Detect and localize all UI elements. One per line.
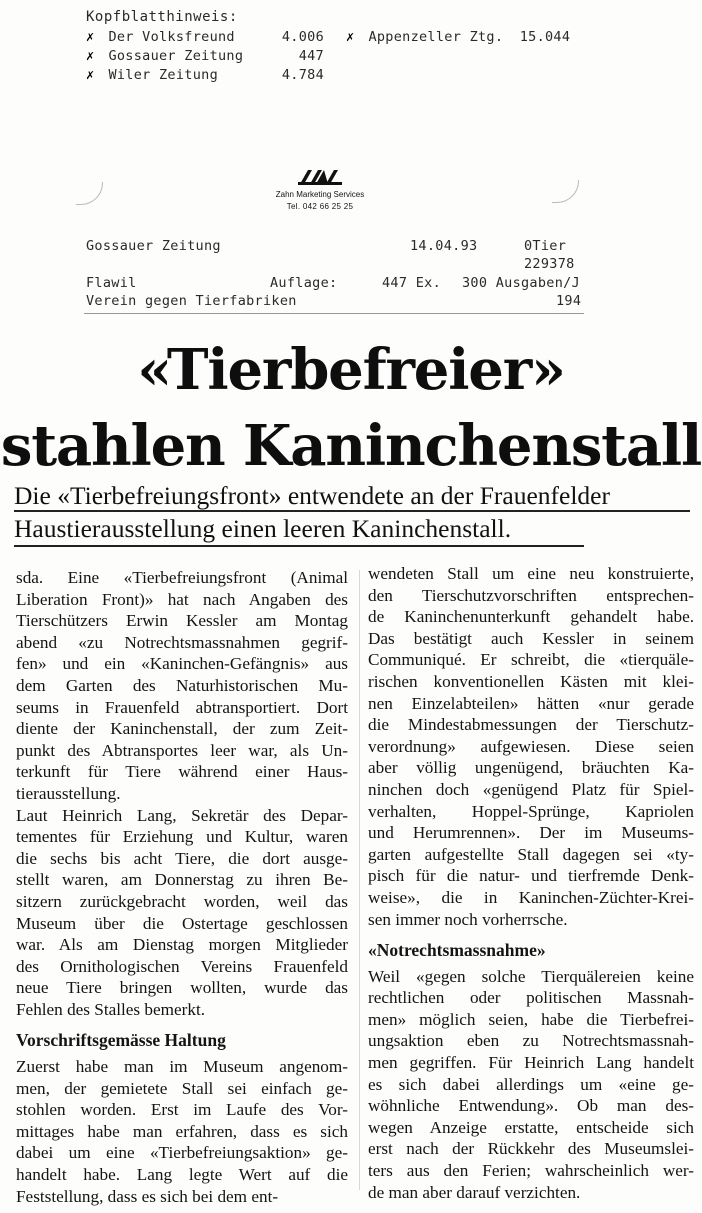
column-divider	[359, 570, 360, 1190]
source-paper: Gossauer Zeitung	[86, 238, 221, 254]
article-text-line: punkt des Abtransportes leer war, als Un-	[16, 740, 348, 760]
logo-phone: Tel. 042 66 25 25	[286, 202, 354, 211]
article-text-line: de Kaninchenunterkunft gehandelt habe.	[368, 607, 694, 627]
article-text-line: garten aufgestellte Stall dagegen sei «ty-	[368, 844, 694, 864]
article-text-line: war. Als am Dienstag morgen Mitglieder	[16, 935, 348, 955]
article-text-line: verhalten, Hoppel-Sprünge, Kapriolen	[368, 801, 694, 821]
article-text-line: sitzern zurückgebracht worden, weil das	[16, 891, 348, 911]
headline-line-2: stahlen Kaninchenstall	[0, 413, 702, 479]
article-text-line: erst nach der Rückkehr des Museumslei-	[368, 1139, 694, 1159]
article-text-line: die sechs bis acht Tiere, die dort ausge-	[16, 848, 348, 868]
article-text-line: de man aber darauf verzichten.	[368, 1182, 581, 1202]
article-text-line: weise», die in Kaninchen-Züchter-Krei-	[368, 887, 694, 907]
article-text-line: rechtlichen oder politischen Massnah-	[368, 988, 694, 1008]
headline-line-1: «Tierbefreier»	[137, 337, 565, 403]
article-text-line: des Ornithologischen Vereins Frauenfeld	[16, 956, 348, 976]
article-text-line: Zuerst habe man im Museum angenom-	[16, 1057, 348, 1077]
article-text-line: Feststellung, dass es sich bei dem ent-	[16, 1186, 279, 1206]
source-issues: 300 Ausgaben/J	[462, 275, 580, 291]
paper-name: Gossauer Zeitung	[108, 48, 244, 64]
article-text-line: und Herumrennen». Der im Museums-	[368, 823, 694, 843]
article-text-line: verordnung» aufgewiesen. Diese seien	[368, 736, 694, 756]
check-mark-icon: ✗	[86, 29, 95, 45]
check-mark-icon: ✗	[86, 48, 95, 64]
article-text-line: wöhnliche Entwendung». Ob man des-	[368, 1096, 694, 1116]
article-text-line: men gegriffen. Für Heinrich Lang handelt	[368, 1053, 694, 1073]
zahn-logo-icon	[298, 168, 342, 186]
paper-circulation: 447	[298, 48, 324, 64]
source-topic: Verein gegen Tierfabriken	[86, 293, 297, 309]
article-text-line: ters aus den Ferien; wahrscheinlich wer-	[368, 1161, 694, 1181]
source-divider	[84, 313, 584, 314]
article-text-line: handelt habe. Lang legte Wert auf die	[16, 1165, 348, 1185]
check-mark-icon: ✗	[346, 29, 355, 45]
article-text-line: den Tierschutzvorschriften entsprechen-	[368, 585, 694, 605]
article-text-line: pisch für die natur- und tierfremde Denk-	[368, 866, 694, 886]
source-code: 229378	[524, 256, 575, 272]
article-text-line: Museum über die Ostertage geschlossen	[16, 913, 348, 933]
article-text-line: fen» und ein «Kaninchen-Gefängnis» aus	[16, 654, 348, 674]
subheadline-line-2: Haustierausstellung einen leeren Kaninchenstall.	[14, 514, 512, 543]
article-text-line: diente der Kaninchenstall, der zum Zeit-	[16, 719, 348, 739]
paper-name: Der Volksfreund	[108, 29, 235, 45]
article-text-line: tierausstellung.	[16, 783, 121, 803]
paper-name: Appenzeller Ztg.	[368, 29, 504, 45]
article-text-line: men» möglich seien, habe die Tierbefrei-	[368, 1009, 694, 1029]
paper-corner-mark	[76, 182, 103, 205]
article-text-line: abend «zu Notrechtsmassnahmen gegrif-	[16, 632, 348, 652]
source-copies: 447 Ex.	[382, 275, 441, 291]
article-text-line: ungsaktion eben zu Notrechtsmassnah-	[368, 1031, 694, 1051]
paper-name: Wiler Zeitung	[108, 67, 218, 83]
paper-circulation: 4.006	[281, 29, 324, 45]
article-text-line: rischen konventionellen Kästen mit klei-	[368, 671, 694, 691]
article-text-line: seums in Frauenfeld abtransportiert. Dort	[16, 697, 348, 717]
article-text-line: Das bestätigt auch Kessler in seinem	[368, 628, 694, 648]
article-text-line: nen Einzelabteilen» hätten «nur gerade	[368, 693, 694, 713]
source-auflage-label: Auflage:	[270, 275, 338, 291]
article-text-line: wegen Anzeige erstatte, entscheide sich	[368, 1117, 694, 1137]
article-text-line: stohlen worden. Erst im Laufe des Vor-	[16, 1100, 348, 1120]
article-text-line: Laut Heinrich Lang, Sekretär des Depar-	[16, 805, 348, 825]
article-text-line: dabei um eine «Tierbefreiungsaktion» ge-	[16, 1143, 348, 1163]
article-text-line: men, der gemietete Stall sei einfach ge-	[16, 1078, 348, 1098]
paper-row-extra	[346, 29, 570, 45]
paper-row	[86, 48, 356, 64]
article-text-line: neue Tiere bringen wollten, wurde das	[16, 978, 348, 998]
paper-row	[86, 29, 356, 45]
clipping-header-title: Kopfblatthinweis:	[86, 9, 238, 25]
paper-row	[86, 67, 356, 83]
article-text-line: Liberation Front)» hat nach Angaben des	[16, 589, 348, 609]
source-date: 14.04.93	[410, 238, 478, 254]
article-text-line: Tierschützers Erwin Kessler am Montag	[16, 611, 348, 631]
article-text-line: sda. Eine «Tierbefreiungsfront (Animal	[16, 568, 348, 587]
article-text-line: aber völlig ungenügend, bräuchten Ka-	[368, 758, 694, 778]
source-number: 194	[556, 293, 582, 309]
article-text-line: die Mindestabmessungen der Tierschutz-	[368, 715, 694, 735]
article-text-line: mittages habe man erfahren, dass es sich	[16, 1121, 348, 1141]
article-text-line: Fehlen des Stalles bemerkt.	[16, 999, 206, 1019]
source-place: Flawil	[86, 275, 137, 291]
article-text-line: Communiqué. Er schreibt, die «tierquäle-	[368, 650, 694, 670]
paper-circulation: 4.784	[281, 67, 324, 83]
subheadline-line-1: Die «Tierbefreiungsfront» entwendete an der Frauenfelder	[14, 481, 610, 510]
article-text-line: stellt waren, am Donnerstag zu ihren Be-	[16, 870, 348, 890]
paper-corner-mark	[552, 180, 579, 203]
article-text-line: tementes für Erziehung und Kultur, waren	[16, 827, 348, 847]
paper-circulation: 15.044	[519, 29, 571, 45]
article-column-2	[368, 563, 694, 1203]
subheadline-underline	[14, 545, 584, 547]
source-category: 0Tier	[524, 238, 567, 254]
article-text-line: ninchen doch «genügend Platz für Spiel-	[368, 779, 694, 799]
check-mark-icon: ✗	[86, 67, 95, 83]
article-column-1	[16, 567, 348, 1207]
section-subtitle: «Notrechtsmassnahme»	[368, 940, 546, 961]
article-text-line: Weil «gegen solche Tierquälereien keine	[368, 966, 694, 986]
article-text-line: terkunft für Tiere während einer Haus-	[16, 762, 348, 782]
article-text-line: sen immer noch vorherrsche.	[368, 909, 568, 929]
article-text-line: dem Garten des Naturhistorischen Mu-	[16, 675, 348, 695]
article-text-line: es sich dabei allerdings um «eine ge-	[368, 1074, 694, 1094]
logo-company: Zahn Marketing Services	[275, 190, 365, 199]
zahn-logo	[250, 168, 390, 211]
section-subtitle: Vorschriftsgemässe Haltung	[16, 1030, 226, 1051]
article-text-line: wendeten Stall um eine neu konstruierte,	[368, 564, 694, 583]
